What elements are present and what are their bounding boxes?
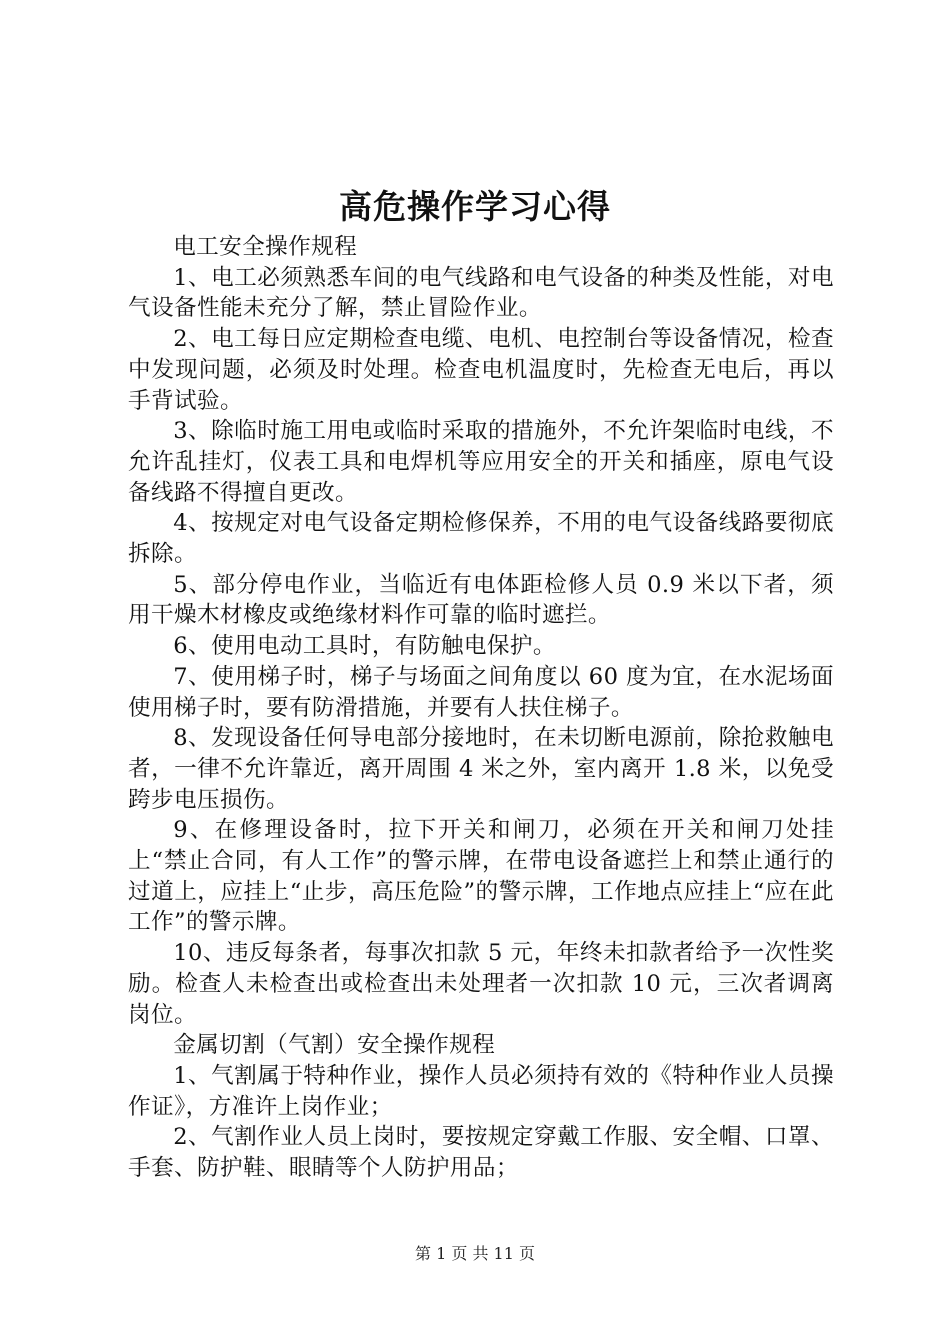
page-number-footer: 第 1 页 共 11 页 bbox=[415, 1244, 535, 1263]
paragraph: 3、除临时施工用电或临时采取的措施外，不允许架临时电线，不允许乱挂灯，仪表工具和电焊机等应用安全的开关和插座，原电气设备线路不得擅自更改。 bbox=[128, 418, 834, 506]
section-heading-gas-cutting: 金属切割（气割）安全操作规程 bbox=[173, 1032, 496, 1059]
paragraph: 4、按规定对电气设备定期检修保养，不用的电气设备线路要彻底拆除。 bbox=[128, 510, 834, 568]
paragraph: 10、违反每条者，每事次扣款 5 元，年终未扣款者给予一次性奖励。检查人未检查出或检查出未处理者一次扣款 10 元，三次者调离岗位。 bbox=[128, 940, 834, 1028]
section-heading-electrician: 电工安全操作规程 bbox=[173, 234, 358, 260]
paragraph: 2、电工每日应定期检查电缆、电机、电控制台等设备情况，检查中发现问题，必须及时处理。检查电机温度时，先检查无电后，再以手背试验。 bbox=[128, 326, 834, 414]
paragraph: 2、气割作业人员上岗时，要按规定穿戴工作服、安全帽、口罩、手套、防护鞋、眼睛等个人防护用品； bbox=[128, 1124, 834, 1182]
paragraph: 8、发现设备任何导电部分接地时，在未切断电源前，除抢救触电者，一律不允许靠近，离开周围 4 米之外，室内离开 1.8 米，以免受跨步电压损伤。 bbox=[128, 725, 834, 813]
paragraph: 9、在修理设备时，拉下开关和闸刀，必须在开关和闸刀处挂上“禁止合同，有人工作”的警示牌，在带电设备遮拦上和禁止通行的过道上，应挂上“止步，高压危险”的警示牌，工作地点应挂上“应在此工作”的警示牌。 bbox=[128, 817, 834, 936]
paragraph: 6、使用电动工具时，有防触电保护。 bbox=[173, 633, 556, 660]
paragraph: 5、部分停电作业，当临近有电体距检修人员 0.9 米以下者，须用干燥木材橡皮或绝缘材料作可靠的临时遮拦。 bbox=[128, 571, 834, 629]
paragraph: 7、使用梯子时，梯子与场面之间角度以 60 度为宜，在水泥场面使用梯子时，要有防滑措施，并要有人扶住梯子。 bbox=[128, 663, 834, 721]
document-body bbox=[128, 232, 834, 1184]
paragraph: 1、电工必须熟悉车间的电气线路和电气设备的种类及性能，对电气设备性能未充分了解，禁止冒险作业。 bbox=[128, 264, 834, 322]
paragraph: 1、气割属于特种作业，操作人员必须持有效的《特种作业人员操作证》，方准许上岗作业； bbox=[128, 1062, 834, 1120]
document-title: 高危操作学习心得 bbox=[339, 187, 611, 226]
